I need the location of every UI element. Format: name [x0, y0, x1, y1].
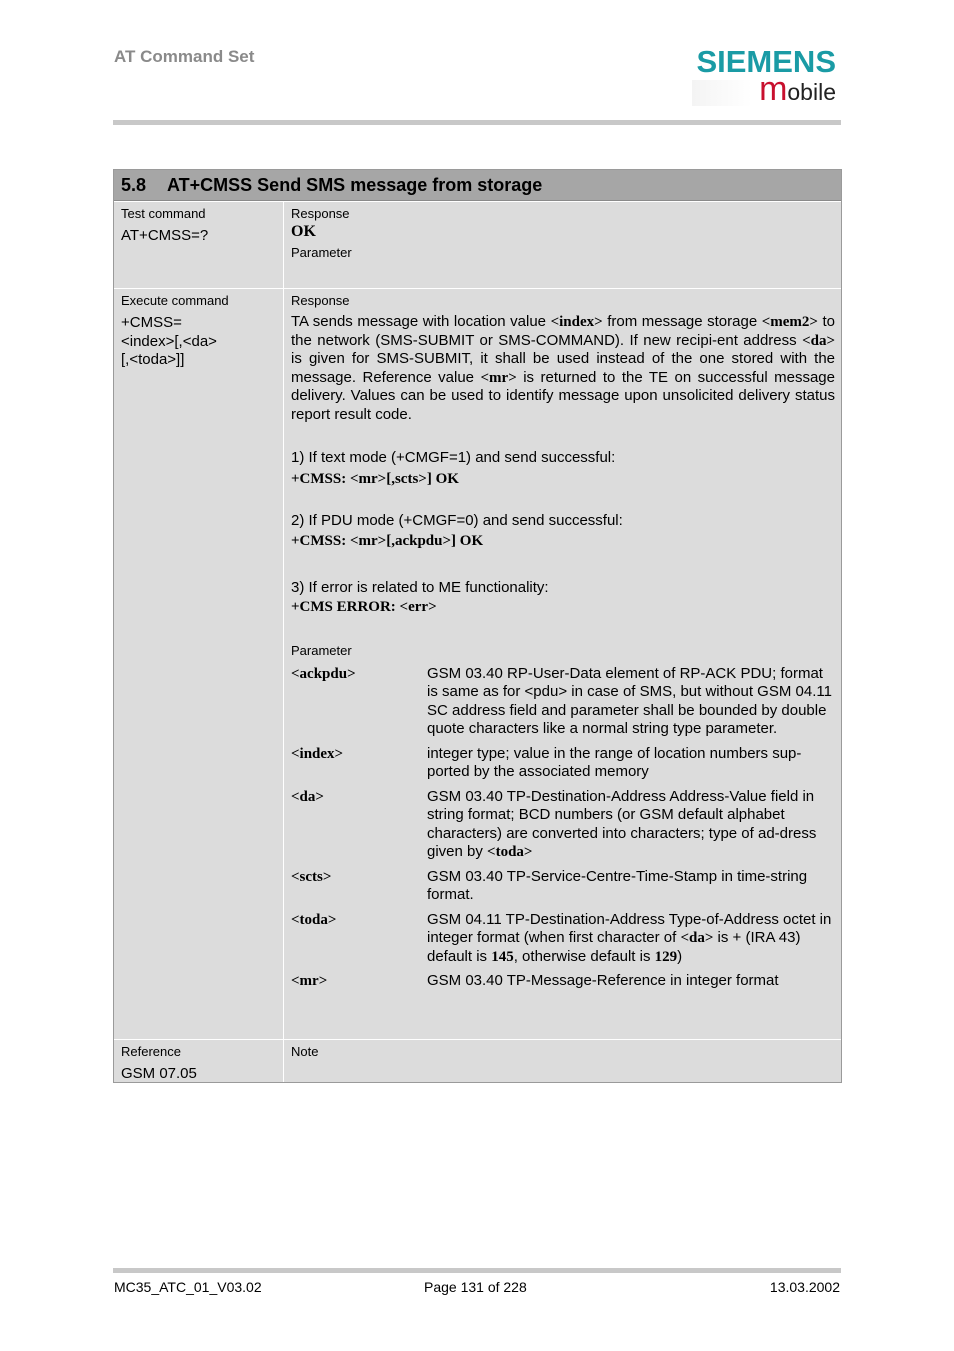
test-command-syntax: AT+CMSS=? [121, 227, 209, 244]
param-da [291, 788, 835, 862]
case-3-text: 3) If error is related to ME functionality: [291, 579, 549, 596]
param-name: <mr> [291, 973, 328, 989]
execute-command-row [114, 288, 841, 1039]
test-parameter-label: Parameter [291, 245, 352, 260]
command-section [113, 169, 842, 1083]
document-header-title: AT Command Set [114, 47, 255, 66]
test-response-label: Response [291, 206, 350, 221]
param-desc: GSM 03.40 TP-Destination-Address Address-Value field in string format; BCD numbers (or GSM default alphabet characters) are converted into characters; type of ad-dress given by <toda> [427, 787, 817, 860]
section-number: 5.8 [121, 175, 147, 195]
reference-row [114, 1039, 841, 1082]
test-response-cell [284, 202, 841, 288]
footer-date: 13.03.2002 [769, 1279, 840, 1295]
case-2-code: +CMSS: <mr>[,ackpdu>] OK [291, 533, 484, 549]
param-toda [291, 911, 835, 967]
param-name: <toda> [291, 911, 337, 928]
test-command-cell [114, 202, 284, 288]
header-rule [113, 120, 841, 125]
section-title: AT+CMSS Send SMS message from storage [167, 175, 543, 195]
param-index [291, 745, 835, 782]
footer-doc-id: MC35_ATC_01_V03.02 [114, 1279, 262, 1295]
param-name: <da> [291, 788, 324, 805]
note-label: Note [291, 1044, 319, 1059]
param-mr [291, 972, 835, 991]
logo-obile-text: obile [787, 79, 836, 105]
note-cell [284, 1040, 841, 1082]
param-desc: integer type; value in the range of location numbers sup-ported by the associated memory [427, 744, 802, 780]
execute-description: TA sends message with location value <index> from message storage <mem2> to the network (SMS-SUBMIT or SMS-COMMAND). If new recipi-ent address <da> is given for SMS-SUBMIT, it shall be used instead of the one stored with the message. Reference value <mr> is returned to the TE on successful message delivery. Values can be used to identify message upon unsolicited delivery status report result code. [291, 313, 835, 423]
logo-mobile-text [759, 70, 836, 111]
param-desc: GSM 03.40 TP-Service-Centre-Time-Stamp in time-string format. [427, 867, 808, 903]
param-name: <index> [291, 745, 344, 762]
logo-shade [692, 80, 752, 106]
param-name: <ackpdu> [291, 665, 356, 682]
execute-command-label: Execute command [121, 293, 229, 308]
case-2-text: 2) If PDU mode (+CMGF=0) and send successful: [291, 511, 623, 529]
execute-command-syntax-1: +CMSS= [121, 314, 182, 331]
param-desc: GSM 04.11 TP-Destination-Address Type-of-Address octet in integer format (when first character of <da> is + (IRA 43) default is 145, otherwise default is 129) [427, 910, 832, 965]
execute-command-syntax-3: [,<toda>]] [121, 351, 185, 368]
param-desc: GSM 03.40 TP-Message-Reference in integer format [427, 972, 779, 989]
case-1-text: 1) If text mode (+CMGF=1) and send successful: [291, 449, 616, 466]
param-name: <scts> [291, 868, 332, 885]
reference-cell [114, 1040, 284, 1082]
execute-parameter-label: Parameter [291, 642, 352, 658]
case-1-code: +CMSS: <mr>[,scts>] OK [291, 470, 459, 487]
test-response-ok: OK [291, 223, 316, 240]
footer-page-number: Page 131 of 228 [424, 1279, 527, 1295]
test-command-row [114, 201, 841, 288]
case-3-code: +CMS ERROR: <err> [291, 598, 437, 615]
param-desc: GSM 03.40 RP-User-Data element of RP-ACK PDU; format is same as for <pdu> in case of SMS, but without GSM 04.11 SC address field and parameter shall be bounded by double quote characters like a normal string type parameter. [427, 664, 832, 737]
param-scts [291, 868, 835, 905]
footer-rule [113, 1268, 841, 1273]
logo-m-letter: m [759, 70, 788, 108]
execute-response-cell [284, 289, 841, 1039]
execute-response-label: Response [291, 293, 350, 308]
execute-command-cell [114, 289, 284, 1039]
section-heading [114, 170, 841, 201]
test-command-label: Test command [121, 206, 206, 221]
siemens-mobile-logo [690, 44, 838, 106]
reference-label: Reference [121, 1044, 181, 1059]
reference-value: GSM 07.05 [121, 1065, 197, 1082]
logo-siemens-text: SIEMENS [696, 44, 836, 79]
param-ackpdu [291, 665, 835, 739]
execute-command-syntax-2: <index>[,<da> [121, 332, 217, 350]
